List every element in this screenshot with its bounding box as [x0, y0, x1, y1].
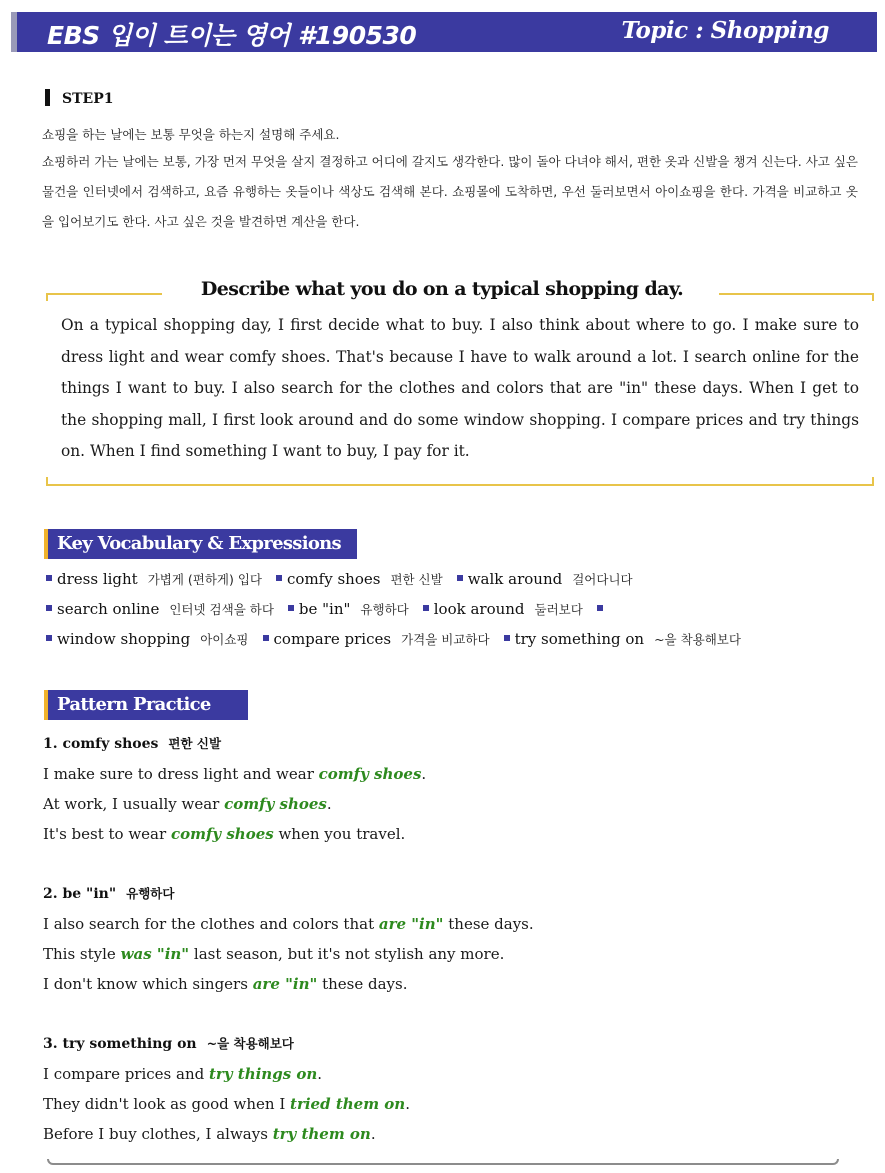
vocab-item — [263, 630, 490, 648]
example-sentence: At work, I usually wear comfy shoes. — [43, 795, 332, 813]
pattern-block — [43, 879, 863, 999]
frame-top-left — [46, 293, 162, 295]
bottom-divider — [47, 1159, 839, 1165]
vocab-term: try something on — [514, 630, 645, 648]
answer-korean: 쇼핑하러 가는 날에는 보통, 가장 먼저 무엇을 살지 결정하고 어디에 갈지도 생각한다. 많이 돌아 다녀야 해서, 편한 옷과 신발을 챙겨 신는다. 사고 싶은 물건을 인터넷에서 검색하고, 요즘 유행하는 옷들이나 색상도 검색해 본다. 쇼핑몰에 도착하면, 우선 둘러보면서 아이쇼핑을 한다. 가격을 비교하고 옷을 입어보기도 한다. 사고 싶은 것을 발견하면 계산을 한다. — [42, 154, 858, 229]
frame-top-right — [719, 293, 874, 295]
example-sentence: This style was "in" last season, but it's not stylish any more. — [43, 945, 505, 963]
bullet-square-icon — [46, 575, 52, 581]
vocab-term: comfy shoes — [287, 570, 381, 588]
vocab-term: be "in" — [298, 600, 351, 618]
example-sentence: They didn't look as good when I tried them on. — [43, 1095, 410, 1113]
vocab-term: window shopping — [57, 630, 191, 648]
vocab-line — [46, 630, 755, 648]
vocab-meaning: 둘러보다 — [534, 602, 583, 617]
vocab-item — [504, 630, 741, 648]
bullet-square-icon — [276, 575, 282, 581]
pattern-heading: Pattern Practice — [44, 690, 248, 720]
frame-bottom — [46, 484, 874, 486]
pattern-title: 3. try something on ~을 착용해보다 — [43, 1036, 294, 1052]
vocab-item — [46, 570, 262, 588]
vocab-term: compare prices — [273, 630, 392, 648]
vocab-meaning: 가볍게 (편하게) 입다 — [147, 572, 263, 587]
frame-tick — [46, 293, 48, 301]
vocab-term: dress light — [57, 570, 138, 588]
pattern-block — [43, 729, 863, 849]
vocab-meaning: 걸어다니다 — [572, 572, 633, 587]
vocab-meaning: 유행하다 — [360, 602, 409, 617]
vocab-item — [457, 570, 633, 588]
vocab-item — [46, 630, 249, 648]
vocab-item — [288, 600, 409, 618]
vocab-meaning: 아이쇼핑 — [200, 632, 249, 647]
vocab-term: search online — [57, 600, 160, 618]
bullet-square-icon — [288, 605, 294, 611]
vocab-item — [423, 600, 583, 618]
example-sentence: I compare prices and try things on. — [43, 1065, 323, 1083]
vocab-item — [597, 600, 608, 618]
pattern-title: 1. comfy shoes 편한 신발 — [43, 736, 222, 752]
pattern-title: 2. be "in" 유행하다 — [43, 886, 175, 902]
example-sentence: I also search for the clothes and colors that are "in" these days. — [43, 915, 534, 933]
question-english: Describe what you do on a typical shopping day. — [200, 278, 684, 300]
vocab-meaning: 가격을 비교하다 — [401, 632, 490, 647]
vocab-item — [46, 600, 274, 618]
example-sentence: I don't know which singers are "in" these days. — [43, 975, 408, 993]
vocab-item — [276, 570, 443, 588]
step1-label: STEP1 — [45, 89, 113, 107]
vocab-term: look around — [433, 600, 525, 618]
vocab-line — [46, 570, 647, 588]
vocab-meaning: 편한 신발 — [390, 572, 443, 587]
pattern-block — [43, 1029, 863, 1149]
answer-english: On a typical shopping day, I first decide what to buy. I also think about where to go. I make sure to dress light and wear comfy shoes. That's because I have to walk around a lot. I search online for the things I want to buy. I also search for the clothes and colors that are "in" these days. When I get to the shopping mall, I first look around and do some window shopping. I compare prices and try things on. When I find something I want to buy, I pay for it. — [61, 316, 859, 460]
bullet-square-icon — [457, 575, 463, 581]
vocab-meaning: 인터넷 검색을 하다 — [169, 602, 274, 617]
example-sentence: I make sure to dress light and wear comfy shoes. — [43, 765, 427, 783]
example-sentence: It's best to wear comfy shoes when you travel. — [43, 825, 406, 843]
frame-tick — [872, 293, 874, 301]
bullet-square-icon — [597, 605, 603, 611]
topic-label: Topic : Shopping — [621, 17, 829, 44]
page-header — [11, 12, 877, 52]
bullet-square-icon — [263, 635, 269, 641]
vocab-line — [46, 600, 622, 618]
vocab-meaning: ~을 착용해보다 — [654, 632, 741, 647]
bullet-square-icon — [46, 605, 52, 611]
vocab-term: walk around — [467, 570, 563, 588]
bullet-square-icon — [46, 635, 52, 641]
bullet-square-icon — [423, 605, 429, 611]
example-sentence: Before I buy clothes, I always try them on. — [43, 1125, 376, 1143]
question-korean: 쇼핑을 하는 날에는 보통 무엇을 하는지 설명해 주세요. — [42, 127, 340, 142]
page-title: EBS 입이 트이는 영어 #190530 — [47, 21, 417, 50]
step-bar-icon — [45, 89, 50, 106]
vocab-heading: Key Vocabulary & Expressions — [44, 529, 357, 559]
bullet-square-icon — [504, 635, 510, 641]
